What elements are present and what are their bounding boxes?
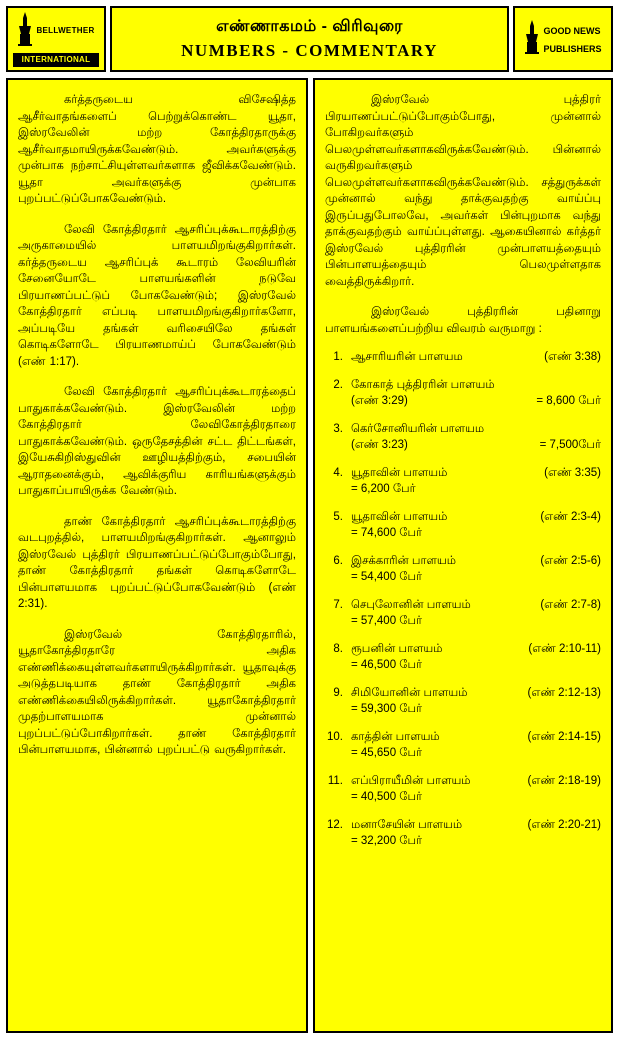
list-item-line1: கெர்சோனியரின் பாளயம — [351, 422, 485, 435]
list-item-label: ரூபனின் பாளயம் — [351, 642, 443, 655]
tower-icon — [17, 12, 33, 51]
list-intro: இஸ்ரவேல் புத்திரரின் பதினாறு பாளயங்களைப்பற்றிய விவரம் வருமாறு : — [325, 306, 601, 335]
good-news-logo-text — [543, 21, 601, 57]
list-item-number: 10. — [327, 730, 343, 743]
list-item-label: மனாசேயின் பாளயம் — [351, 818, 463, 831]
bellwether-international-logo — [6, 6, 106, 72]
list-item-count: = 45,650 பேர் — [351, 747, 423, 759]
page-title-tamil: எண்ணாகமம் - விரிவுரை — [216, 18, 403, 35]
list-item-count: = 74,600 பேர் — [351, 527, 423, 539]
bellwether-logo-band: INTERNATIONAL — [13, 53, 99, 67]
list-item-reference: (எண் 3:29) — [351, 395, 408, 407]
list-item-line1 — [351, 773, 601, 790]
list-item-body — [351, 377, 601, 410]
good-news-logo-line1: GOOD NEWS — [543, 26, 601, 36]
paragraph: லேவி கோத்திரதார் ஆசரிப்புக்கூடாரத்தைப் பாதுகாக்கவேண்டும். இஸ்ரவேலின் மற்ற கோத்திரதார் லேவிகோத்திரதாரை பாதுகாக்கவேண்டும். ஒருதேசத்தின் சட்ட திட்டங்கள், இயேசுகிறிஸ்துவின் ஊழியத்திற்கும், சபையின் ஆராதனைக்கும், ஆவிக்குரிய காரியங்களுக்கும் பாதுகாப்பாயிருக்க வேண்டும். — [18, 386, 296, 497]
paragraph: இஸ்ரவேல் கோத்திரதாரில், யூதாகோத்திரதாரே அதிக எண்ணிக்கையுள்ளவர்களாயிருக்கிறார்கள். யூதாவுக்கு அடுத்தபடியாக தாண் கோத்திரதார் அதிக எண்ணிக்கையிலிருக்கிறார்கள். யூதாகோத்திரதார் முதற்பாளயமாக முன்னால் புறப்பட்டுப்போகிறார்கள். தாண் கோத்திரதார் பின்பாளயமாக, பின்னால் புறப்பட்டு வருகிறார்கள். — [18, 628, 296, 756]
list-item-label: எப்பிராயீமின் பாளயம் — [351, 774, 471, 787]
list-item-count: = 54,400 பேர் — [351, 571, 423, 583]
list-item-number: 3. — [333, 422, 343, 435]
list-item-reference: (எண் 2:10-11) — [528, 642, 601, 655]
paragraph: இஸ்ரவேல் புத்திரர் பிரயாணப்பட்டுப்போகும்போது, முன்னால் போகிறவர்களும் பெலமுள்ளவர்களாகவிருக்கவேண்டும். பின்னால் வருகிறவர்களும் பெலமுள்ளவர்களாகவிருக்கவேண்டும். சத்துருக்கள் முன்னால் வந்து தாக்குவதற்கு வாய்ப்பு இருப்பதுபோலவே, அவர்கள் பின்புறமாக வந்து தாக்குவதற்கும் வாய்ப்புள்ளது. ஆகையினால் கர்த்தர் இஸ்ரவேல் புத்திரரின் முன்பாளயத்தையும் பின்பாளயத்தையும் பெலமுள்ளதாக வைத்திருக்கிறார். — [325, 94, 601, 288]
list-item-line1 — [351, 817, 601, 834]
list-item-count: = 7,500பேர் — [539, 439, 601, 451]
list-item — [325, 685, 601, 718]
list-item-line1 — [351, 465, 601, 482]
list-item-reference: (எண் 2:3-4) — [540, 510, 601, 523]
list-item — [325, 729, 601, 762]
content-columns — [6, 78, 613, 1033]
list-item-number: 11. — [327, 774, 343, 787]
list-item-label: இசக்காரின் பாளயம் — [351, 554, 456, 567]
list-item-line1 — [351, 641, 601, 658]
list-item-label: யூதாவின் பாளயம் — [351, 510, 448, 523]
page-title — [110, 6, 509, 72]
list-item-count: = 57,400 பேர் — [351, 615, 423, 627]
tower-icon — [524, 20, 540, 59]
list-item-body — [351, 509, 601, 542]
list-item-reference: (எண் 3:23) — [351, 439, 408, 451]
list-item — [325, 465, 601, 498]
camp-list — [325, 349, 601, 850]
list-item — [325, 597, 601, 630]
list-item — [325, 349, 601, 366]
good-news-logo-line2: PUBLISHERS — [543, 44, 602, 54]
list-item — [325, 817, 601, 850]
list-item-line1 — [351, 729, 601, 746]
list-item-line1 — [351, 553, 601, 570]
bellwether-logo-line1: BELLWETHER — [36, 26, 95, 35]
list-item-number: 4. — [333, 466, 343, 479]
list-item — [325, 553, 601, 586]
left-column — [6, 78, 308, 1033]
list-item-number: 2. — [333, 378, 343, 391]
list-item — [325, 377, 601, 410]
list-item-reference: (எண் 3:35) — [544, 466, 601, 479]
list-item-body — [351, 641, 601, 674]
page-title-english: NUMBERS - COMMENTARY — [181, 41, 438, 60]
list-item-body — [351, 465, 601, 498]
list-item-count: = 6,200 பேர் — [351, 483, 416, 495]
list-item-reference: (எண் 2:20-21) — [527, 818, 601, 831]
list-item-body — [351, 553, 601, 586]
list-item-reference: (எண் 2:5-6) — [540, 554, 601, 567]
good-news-logo-inner — [515, 20, 611, 59]
list-item-label: காத்தின் பாளயம் — [351, 730, 440, 743]
paragraph: தாண் கோத்திரதார் ஆசரிப்புக்கூடாரத்திற்கு வடபுறத்தில், பாளயமிறங்குகிறார்கள். ஆனாலும் இஸ்ரவேல் புத்திரர் பிரயாணப்பட்டுப்போகும்போது, தாண் கோத்திரதார் தங்கள் கொடிகளோடே பின்பாளயமாக புறப்பட்டுப்போகவேண்டும் (எண் 2:31). — [18, 515, 296, 610]
list-item-count: = 40,500 பேர் — [351, 791, 423, 803]
list-item-body — [351, 817, 601, 850]
list-item-number: 12. — [327, 818, 343, 831]
paragraph: லேவி கோத்திரதார் ஆசரிப்புக்கூடாரத்திற்கு அருகாமையில் பாளயமிறங்குகிறார்கள். கர்த்தருடைய ஆசரிப்புக் கூடாரம் லேவியரின் சேனையோடே பாளயங்களின் நடுவே பிரயாணப்பட்டுப் போகவேண்டும்; இஸ்ரவேல் கோத்திரதார் எப்படி பாளயமிறங்குகிறார்களோ, அப்படியே தங்கள் வரிசையிலே தங்கள் கொடிகளோடே பிரயாணமாய்ப் போகவேண்டும் (எண் 1:17). — [18, 223, 296, 368]
list-item-reference: (எண் 2:7-8) — [540, 598, 601, 611]
list-item — [325, 641, 601, 674]
list-item-body — [351, 773, 601, 806]
list-item-line2 — [351, 393, 601, 410]
good-news-publishers-logo — [513, 6, 613, 72]
list-item — [325, 773, 601, 806]
list-item-number: 5. — [333, 510, 343, 523]
list-item-line1 — [351, 509, 601, 526]
list-item-reference: (எண் 2:12-13) — [527, 686, 601, 699]
list-item-count: = 8,600 பேர் — [536, 395, 601, 407]
list-item-reference: (எண் 2:18-19) — [527, 774, 601, 787]
list-item-reference: (எண் 2:14-15) — [527, 730, 601, 743]
list-item-body — [351, 421, 601, 454]
list-item-line1 — [351, 685, 601, 702]
list-item-number: 6. — [333, 554, 343, 567]
list-item-line1: கோகாத் புத்திரரின் பாளயம் — [351, 378, 495, 391]
list-item-label: ஆசாரியரின் பாளயம — [351, 351, 463, 363]
paragraph: கர்த்தருடைய விசேஷித்த ஆசீர்வாதங்களைப் பெற்றுக்கொண்ட யூதா, இஸ்ரவேலின் மற்ற கோத்திரதாருக்கு ஆசீர்வாதமாயிருக்கவேண்டும். அவர்களுக்கு முன்பாக நற்சாட்சியுள்ளவர்களாக ஜீவிக்கவேண்டும். யூதா அவர்களுக்கு முன்பாக புறப்பட்டுப்போகவேண்டும். — [18, 94, 296, 205]
list-item-body — [351, 597, 601, 630]
list-item-body — [351, 729, 601, 762]
list-item-count: = 32,200 பேர் — [351, 835, 423, 847]
list-item-body — [351, 685, 601, 718]
bellwether-logo-inner — [8, 12, 104, 51]
right-column — [313, 78, 613, 1033]
list-item — [325, 509, 601, 542]
list-item-label: சிமியோனின் பாளயம் — [351, 686, 468, 699]
list-item-number: 7. — [333, 598, 343, 611]
list-item-reference: (எண் 3:38) — [544, 351, 601, 363]
list-item-number: 9. — [333, 686, 343, 699]
list-item-number: 1. — [333, 351, 343, 363]
list-item-number: 8. — [333, 642, 343, 655]
list-item-line1 — [351, 597, 601, 614]
list-item-line2 — [351, 437, 601, 454]
document-header — [6, 6, 613, 72]
list-item-line1 — [351, 349, 601, 366]
list-item-label: செபுலோனின் பாளயம் — [351, 598, 471, 611]
list-item — [325, 421, 601, 454]
list-item-count: = 46,500 பேர் — [351, 659, 423, 671]
list-item-count: = 59,300 பேர் — [351, 703, 423, 715]
list-item-body — [351, 349, 601, 366]
list-item-label: யூதாவின் பாளயம் — [351, 466, 448, 479]
